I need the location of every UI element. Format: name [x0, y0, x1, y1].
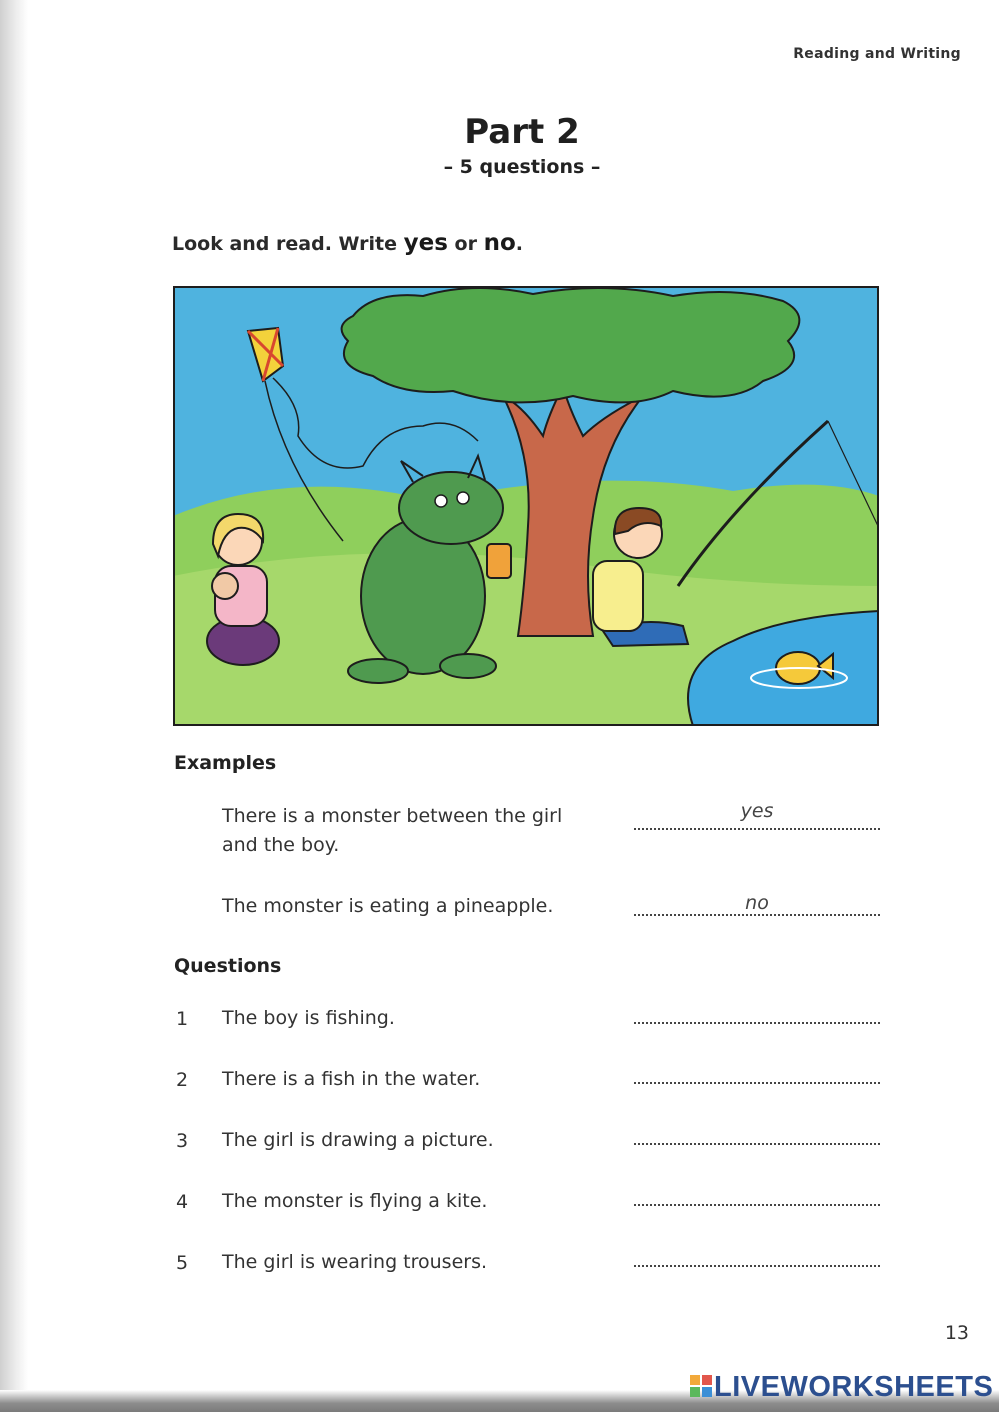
question-4-text: The monster is flying a kite. [222, 1190, 488, 1212]
boy-body [593, 561, 643, 631]
page-number: 13 [944, 1322, 969, 1344]
example-1-answer-line [634, 824, 880, 830]
question-4-answer-line[interactable] [634, 1200, 880, 1206]
instruction-pre: Look and read. Write [172, 233, 404, 255]
question-5-text: The girl is wearing trousers. [222, 1251, 488, 1273]
monster-head [399, 472, 503, 544]
example-2-text: The monster is eating a pineapple. [222, 895, 554, 917]
example-2-answer-line [634, 910, 880, 916]
question-5-answer-line[interactable] [634, 1261, 880, 1267]
instruction-end: . [515, 233, 523, 255]
question-2-answer-line[interactable] [634, 1078, 880, 1084]
question-3-answer-line[interactable] [634, 1139, 880, 1145]
question-1-number: 1 [176, 1008, 189, 1030]
instruction-mid: or [447, 233, 484, 255]
question-3-number: 3 [176, 1130, 189, 1152]
park-illustration [173, 286, 879, 726]
liveworksheets-logo-icon [690, 1373, 712, 1403]
question-5-number: 5 [176, 1252, 189, 1274]
question-1-answer-line[interactable] [634, 1018, 880, 1024]
example-1-answer: yes [740, 800, 774, 822]
monster-foot-left [348, 659, 408, 683]
questions-heading: Questions [174, 955, 282, 977]
instruction [172, 230, 523, 256]
examples-heading: Examples [174, 752, 277, 774]
monster-foot-right [440, 654, 496, 678]
instruction-yes: yes [403, 230, 448, 256]
example-1-line-2: and the boy. [222, 834, 340, 856]
book-binding-shadow [0, 0, 28, 1412]
doll [212, 573, 238, 599]
example-1-line-1: There is a monster between the girl [222, 805, 563, 827]
section-header: Reading and Writing [793, 46, 961, 62]
example-2-answer: no [745, 892, 769, 914]
question-1-text: The boy is fishing. [222, 1007, 395, 1029]
question-2-text: There is a fish in the water. [222, 1068, 481, 1090]
juice-glass [487, 544, 511, 578]
watermark-text: LIVEWORKSHEETS [714, 1371, 994, 1403]
part-subtitle: – 5 questions – [443, 156, 601, 178]
watermark [690, 1372, 993, 1402]
tree-canopy [342, 288, 800, 402]
part-title: Part 2 [464, 112, 580, 152]
instruction-no: no [483, 230, 516, 256]
question-3-text: The girl is drawing a picture. [222, 1129, 494, 1151]
example-1-text [222, 802, 582, 860]
question-4-number: 4 [176, 1191, 189, 1213]
question-2-number: 2 [176, 1069, 189, 1091]
